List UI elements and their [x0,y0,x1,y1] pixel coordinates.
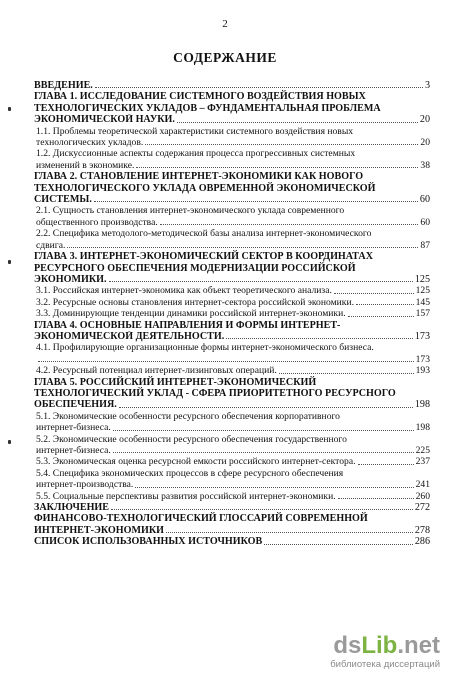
toc-subsection [34,365,430,376]
toc-chapter [34,377,430,411]
margin-mark [8,260,11,264]
toc-entry-title: 5.3. Экономическая оценка ресурсной емкости российского интернет-сектора. [36,456,356,468]
toc-entry-title: 5.5. Социальные перспективы развития российской интернет-экономики. [36,490,336,502]
toc-entry-row [36,297,430,308]
toc-subsection [34,148,430,171]
toc-entry-title: общественного производства. [36,216,158,228]
toc-page-number: 225 [415,445,430,456]
toc-page-number: 125 [415,285,430,297]
dot-leader [356,304,414,305]
toc-entry-line: ГЛАВА 5. РОССИЙСКИЙ ИНТЕРНЕТ-ЭКОНОМИЧЕСКИЙ [34,376,317,388]
toc-entry-row [34,331,430,342]
toc-entry-row [36,285,430,296]
toc-entry-row [36,491,430,502]
toc-page-number: 87 [420,239,430,251]
toc-subsection [34,285,430,296]
dot-leader [160,224,419,225]
toc-subsection [34,297,430,308]
toc-entry-row [34,274,430,285]
watermark-logo-lib: Lib [361,632,398,659]
toc-entry-title: ЭКОНОМИЧЕСКОЙ ДЕЯТЕЛЬНОСТИ. [34,330,225,342]
dot-leader [145,144,418,145]
toc-page-number: 173 [415,353,430,365]
dot-leader [166,532,413,533]
toc-entry-row [36,479,430,490]
toc-entry-row [36,422,430,433]
toc-entry-title: ЭКОНОМИКИ. [34,273,107,285]
watermark-logo [330,634,440,658]
toc-page-number: 198 [414,399,430,411]
toc-entry-line: ТЕХНОЛОГИЧЕСКИЙ УКЛАД - СФЕРА ПРИОРИТЕТНОГО РЕСУРСНОГО [34,387,396,399]
dot-leader [338,498,414,499]
toc-entry-row [36,308,430,319]
toc-entry-title: ОБЕСПЕЧЕНИЯ. [34,399,117,411]
toc-page-number: 145 [415,296,430,308]
dot-leader [111,509,413,510]
toc-entry-line: 5.4. Специфика экономических процессов в сфере ресурсного обеспечения [36,467,344,479]
toc-subsection [34,126,430,149]
toc-page-number: 60 [420,216,430,228]
toc-entry-line: 2.1. Сущность становления интернет-экономического уклада современного [36,205,345,217]
toc-heading: СОДЕРЖАНИЕ [173,50,277,65]
toc-subsection [34,411,430,434]
toc-page-number: 241 [415,479,430,491]
watermark-subtitle: библиотека диссертаций [330,659,440,670]
toc-page-number: 3 [424,80,430,91]
dot-leader [358,464,414,465]
toc-entry-line: ТЕХНОЛОГИЧЕСКИХ УКЛАДОВ – ФУНДАМЕНТАЛЬНАЯ ПРОБЛЕМА [34,102,381,114]
toc-entry-title: интернет-бизнеса. [36,445,111,456]
toc-entry-row [34,194,430,205]
toc-entry-title: технологических укладов. [36,137,144,149]
toc-entry-title: изменений в экономике. [36,159,135,171]
dot-leader [119,407,413,408]
dot-leader [113,430,414,431]
toc-chapter [34,80,430,91]
toc-subsection [34,308,430,319]
toc-entry-title: 3.1. Российская интернет-экономика как объект теоретического анализа. [36,285,332,297]
toc-page-number: 125 [414,273,430,285]
toc-page-number: 20 [419,114,430,126]
toc-entry-row [36,365,430,376]
toc-entry-title: 3.2. Ресурсные основы становления интернет-сектора российской экономики. [36,296,354,308]
toc-subsection [34,228,430,251]
toc-page-number: 272 [414,502,430,514]
toc-page-number: 278 [414,524,430,536]
watermark-logo-suffix: .net [397,632,440,659]
toc-entry-line: 5.1. Экономические особенности ресурсного обеспечения корпоративного [36,410,340,422]
toc-entry-line: 1.2. Дискуссионные аспекты содержания процесса прогрессивных системных [36,148,356,160]
toc-chapter [34,251,430,285]
dot-leader [177,122,418,123]
toc-entry-title: СИСТЕМЫ. [34,194,92,206]
dot-leader [334,293,414,294]
toc-entry-line: ГЛАВА 2. СТАНОВЛЕНИЕ ИНТЕРНЕТ-ЭКОНОМИКИ КАК НОВОГО [34,171,364,183]
table-of-contents [34,80,430,548]
toc-chapter [34,513,430,536]
toc-entry-row [34,114,430,125]
margin-mark [8,107,11,111]
toc-chapter [34,536,430,547]
margin-mark [8,440,11,444]
toc-page-number: 286 [414,536,430,548]
toc-entry-row [36,217,430,228]
toc-chapter [34,502,430,513]
watermark-logo-prefix: ds [333,632,362,659]
toc-entry-line: РЕСУРСНОГО ОБЕСПЕЧЕНИЯ МОДЕРНИЗАЦИИ РОССИЙСКОЙ [34,262,356,274]
toc-entry-title: интернет-производства. [36,479,134,491]
toc-page-number: 237 [415,456,430,468]
dot-leader [226,338,413,339]
dot-leader [94,201,418,202]
toc-entry-line: 5.2. Экономические особенности ресурсного обеспечения государственного [36,433,347,445]
toc-page-number: 198 [415,422,430,434]
toc-subsection [34,434,430,457]
toc-subsection [34,342,430,365]
toc-entry-row [34,399,430,410]
toc-entry-title: сдвига. [36,239,66,251]
toc-entry-title: СПИСОК ИСПОЛЬЗОВАННЫХ ИСТОЧНИКОВ [34,536,263,548]
toc-entry-line: 4.1. Профилирующие организационные формы интернет-экономического бизнеса. [36,342,374,354]
toc-entry-line: ТЕХНОЛОГИЧЕСКОГО УКЛАДА ОВРЕМЕННОЙ ЭКОНОМИЧЕСКОЙ [34,182,376,194]
dot-leader [95,87,423,88]
dot-leader [135,487,413,488]
dot-leader [38,361,414,362]
toc-entry-row [34,525,430,536]
toc-page-number: 60 [419,194,430,206]
toc-entry-row [36,445,430,456]
toc-subsection [34,205,430,228]
toc-entry-line: ГЛАВА 1. ИССЛЕДОВАНИЕ СИСТЕМНОГО ВОЗДЕЙСТВИЯ НОВЫХ [34,91,366,103]
toc-page-number: 157 [415,308,430,320]
toc-entry-title: ЭКОНОМИЧЕСКОЙ НАУКИ. [34,114,175,126]
toc-chapter [34,171,430,205]
dot-leader [348,316,414,317]
toc-entry-title: 3.3. Доминирующие тенденции динамики российской интернет-экономики. [36,308,346,320]
toc-subsection [34,456,430,467]
toc-entry-line: ФИНАНСОВО-ТЕХНОЛОГИЧЕСКИЙ ГЛОССАРИЙ СОВРЕМЕННОЙ [34,513,368,525]
dot-leader [264,544,413,545]
toc-chapter [34,91,430,125]
toc-entry-title: ЗАКЛЮЧЕНИЕ [34,502,110,514]
toc-entry-row [34,536,430,547]
toc-entry-row [36,354,430,365]
toc-page-number: 173 [414,330,430,342]
toc-entry-row [36,160,430,171]
toc-entry-title: ВВЕДЕНИЕ. [34,80,93,91]
dot-leader [113,452,414,453]
toc-page-number: 260 [415,490,430,502]
toc-chapter [34,320,430,343]
toc-entry-row [36,240,430,251]
toc-entry-line: ГЛАВА 3. ИНТЕРНЕТ-ЭКОНОМИЧЕСКИЙ СЕКТОР В КООРДИНАТАХ [34,251,373,263]
watermark [330,634,440,670]
toc-entry-title: интернет-бизнеса. [36,422,111,434]
toc-entry-line: ГЛАВА 4. ОСНОВНЫЕ НАПРАВЛЕНИЯ И ФОРМЫ ИНТЕРНЕТ- [34,319,341,331]
toc-entry-row [36,456,430,467]
dot-leader [136,167,418,168]
dot-leader [279,373,414,374]
toc-entry-row [36,137,430,148]
toc-page-number: 38 [420,159,430,171]
toc-page-number: 193 [415,365,430,377]
toc-entry-row [34,80,430,91]
dot-leader [67,247,418,248]
toc-entry-title: 4.2. Ресурсный потенциал интернет-лизинговых операций. [36,365,277,377]
toc-page-number: 20 [420,137,430,149]
toc-subsection [34,468,430,491]
toc-entry-line: 1.1. Проблемы теоретической характеристики системного воздействия новых [36,125,354,137]
dot-leader [109,281,413,282]
toc-entry-row [34,502,430,513]
toc-entry-title: ИНТЕРНЕТ-ЭКОНОМИКИ [34,524,165,536]
toc-entry-line: 2.2. Специфика методолого-методической базы анализа интернет-экономического [36,228,372,240]
toc-subsection [34,491,430,502]
page-number: 2 [222,18,228,30]
